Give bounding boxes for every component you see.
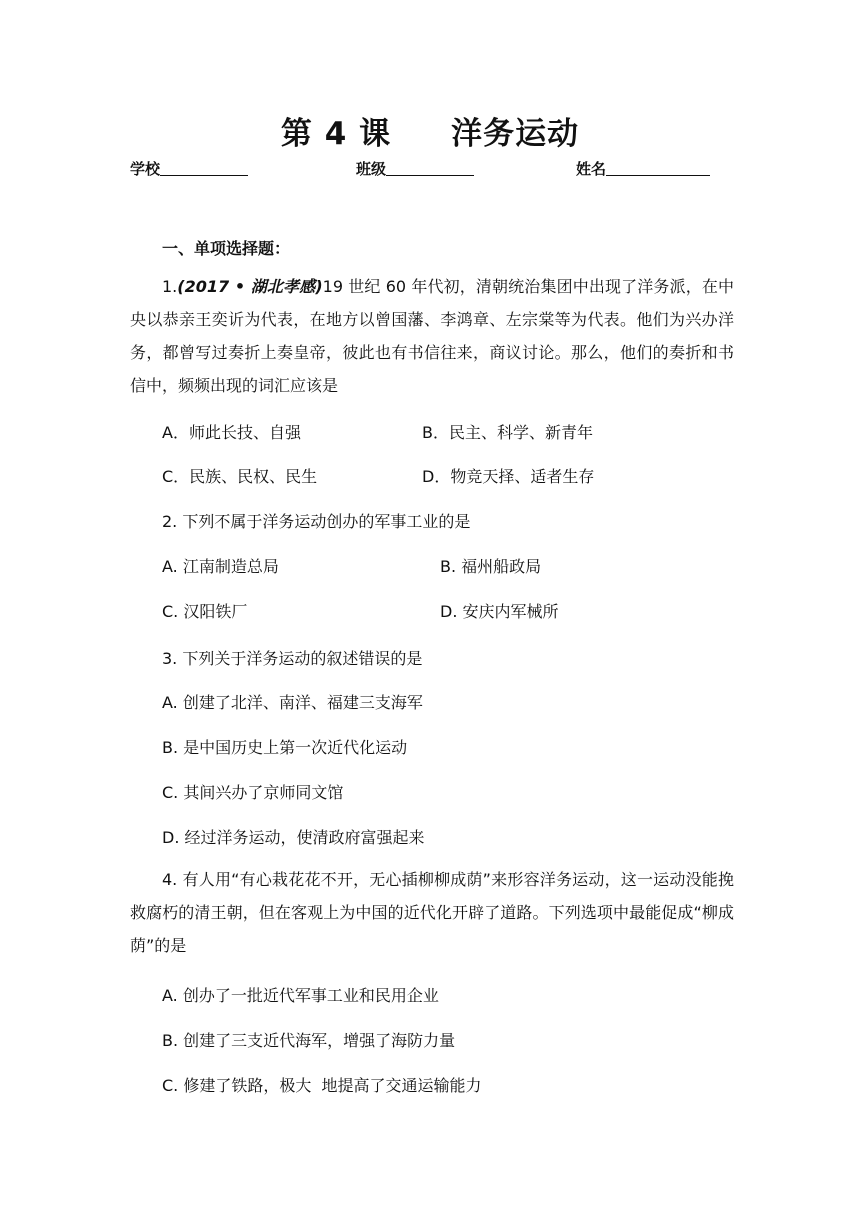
name-field[interactable] (576, 158, 710, 179)
q2-option-b[interactable]: B. 福州船政局 (440, 557, 542, 576)
q4-option-a[interactable]: A. 创办了一批近代军事工业和民用企业 (162, 986, 439, 1005)
question-stem: 19 世纪 60 年代初，清朝统治集团中出现了洋务派，在中央以恭亲王奕䜣为代表，在地方以曾国藩、李鸿章、左宗棠等为代表。他们为兴办洋务，都曾写过奏折上奏皇帝，彼此也有书信往来，商议讨论。那么，他们的奏折和书信中，频频出现的词汇应该是 (130, 277, 734, 395)
school-blank[interactable] (160, 161, 248, 176)
question-number: 3. (162, 649, 178, 668)
question-stem: 下列关于洋务运动的叙述错误的是 (182, 649, 423, 668)
q1-option-c[interactable]: C．民族、民权、民生 (162, 467, 318, 486)
q3-option-a[interactable]: A. 创建了北洋、南洋、福建三支海军 (162, 693, 423, 712)
q1-option-a[interactable]: A．师此长技、自强 (162, 423, 301, 442)
question-stem: 下列不属于洋务运动创办的军事工业的是 (182, 512, 471, 531)
question-number: 2. (162, 512, 178, 531)
question-1 (130, 270, 734, 402)
page-title (0, 108, 860, 153)
school-label: 学校 (130, 160, 161, 178)
section-heading: 一、单项选择题： (162, 239, 291, 258)
school-field[interactable] (130, 158, 248, 179)
question-source: (2017 • 湖北孝感) (177, 277, 323, 296)
question-2 (162, 511, 470, 533)
question-number: 4. (162, 870, 178, 889)
question-number: 1. (162, 277, 178, 296)
q1-option-d[interactable]: D．物竞天择、适者生存 (422, 467, 595, 486)
class-blank[interactable] (386, 161, 474, 176)
lesson-topic: 洋务运动 (451, 116, 580, 152)
question-3 (162, 648, 422, 670)
q3-option-d[interactable]: D. 经过洋务运动，使清政府富强起来 (162, 828, 425, 847)
q3-option-c[interactable]: C. 其间兴办了京师同文馆 (162, 783, 344, 802)
q2-option-c[interactable]: C. 汉阳铁厂 (162, 602, 248, 621)
question-4 (130, 863, 734, 962)
name-label: 姓名 (576, 160, 607, 178)
question-stem: 有人用“有心栽花花不开，无心插柳柳成荫”来形容洋务运动，这一运动没能挽救腐朽的清王朝，但在客观上为中国的近代化开辟了道路。下列选项中最能促成“柳成荫”的是 (130, 870, 734, 955)
q4-option-c[interactable]: C. 修建了铁路，极大 地提高了交通运输能力 (162, 1076, 482, 1095)
lesson-number: 第 4 课 (280, 116, 392, 152)
class-label: 班级 (356, 160, 387, 178)
class-field[interactable] (356, 158, 474, 179)
q4-option-b[interactable]: B. 创建了三支近代海军，增强了海防力量 (162, 1031, 456, 1050)
q3-option-b[interactable]: B. 是中国历史上第一次近代化运动 (162, 738, 408, 757)
q1-option-b[interactable]: B．民主、科学、新青年 (422, 423, 593, 442)
q2-option-a[interactable]: A. 江南制造总局 (162, 557, 279, 576)
q2-option-d[interactable]: D. 安庆内军械所 (440, 602, 559, 621)
name-blank[interactable] (606, 161, 710, 176)
